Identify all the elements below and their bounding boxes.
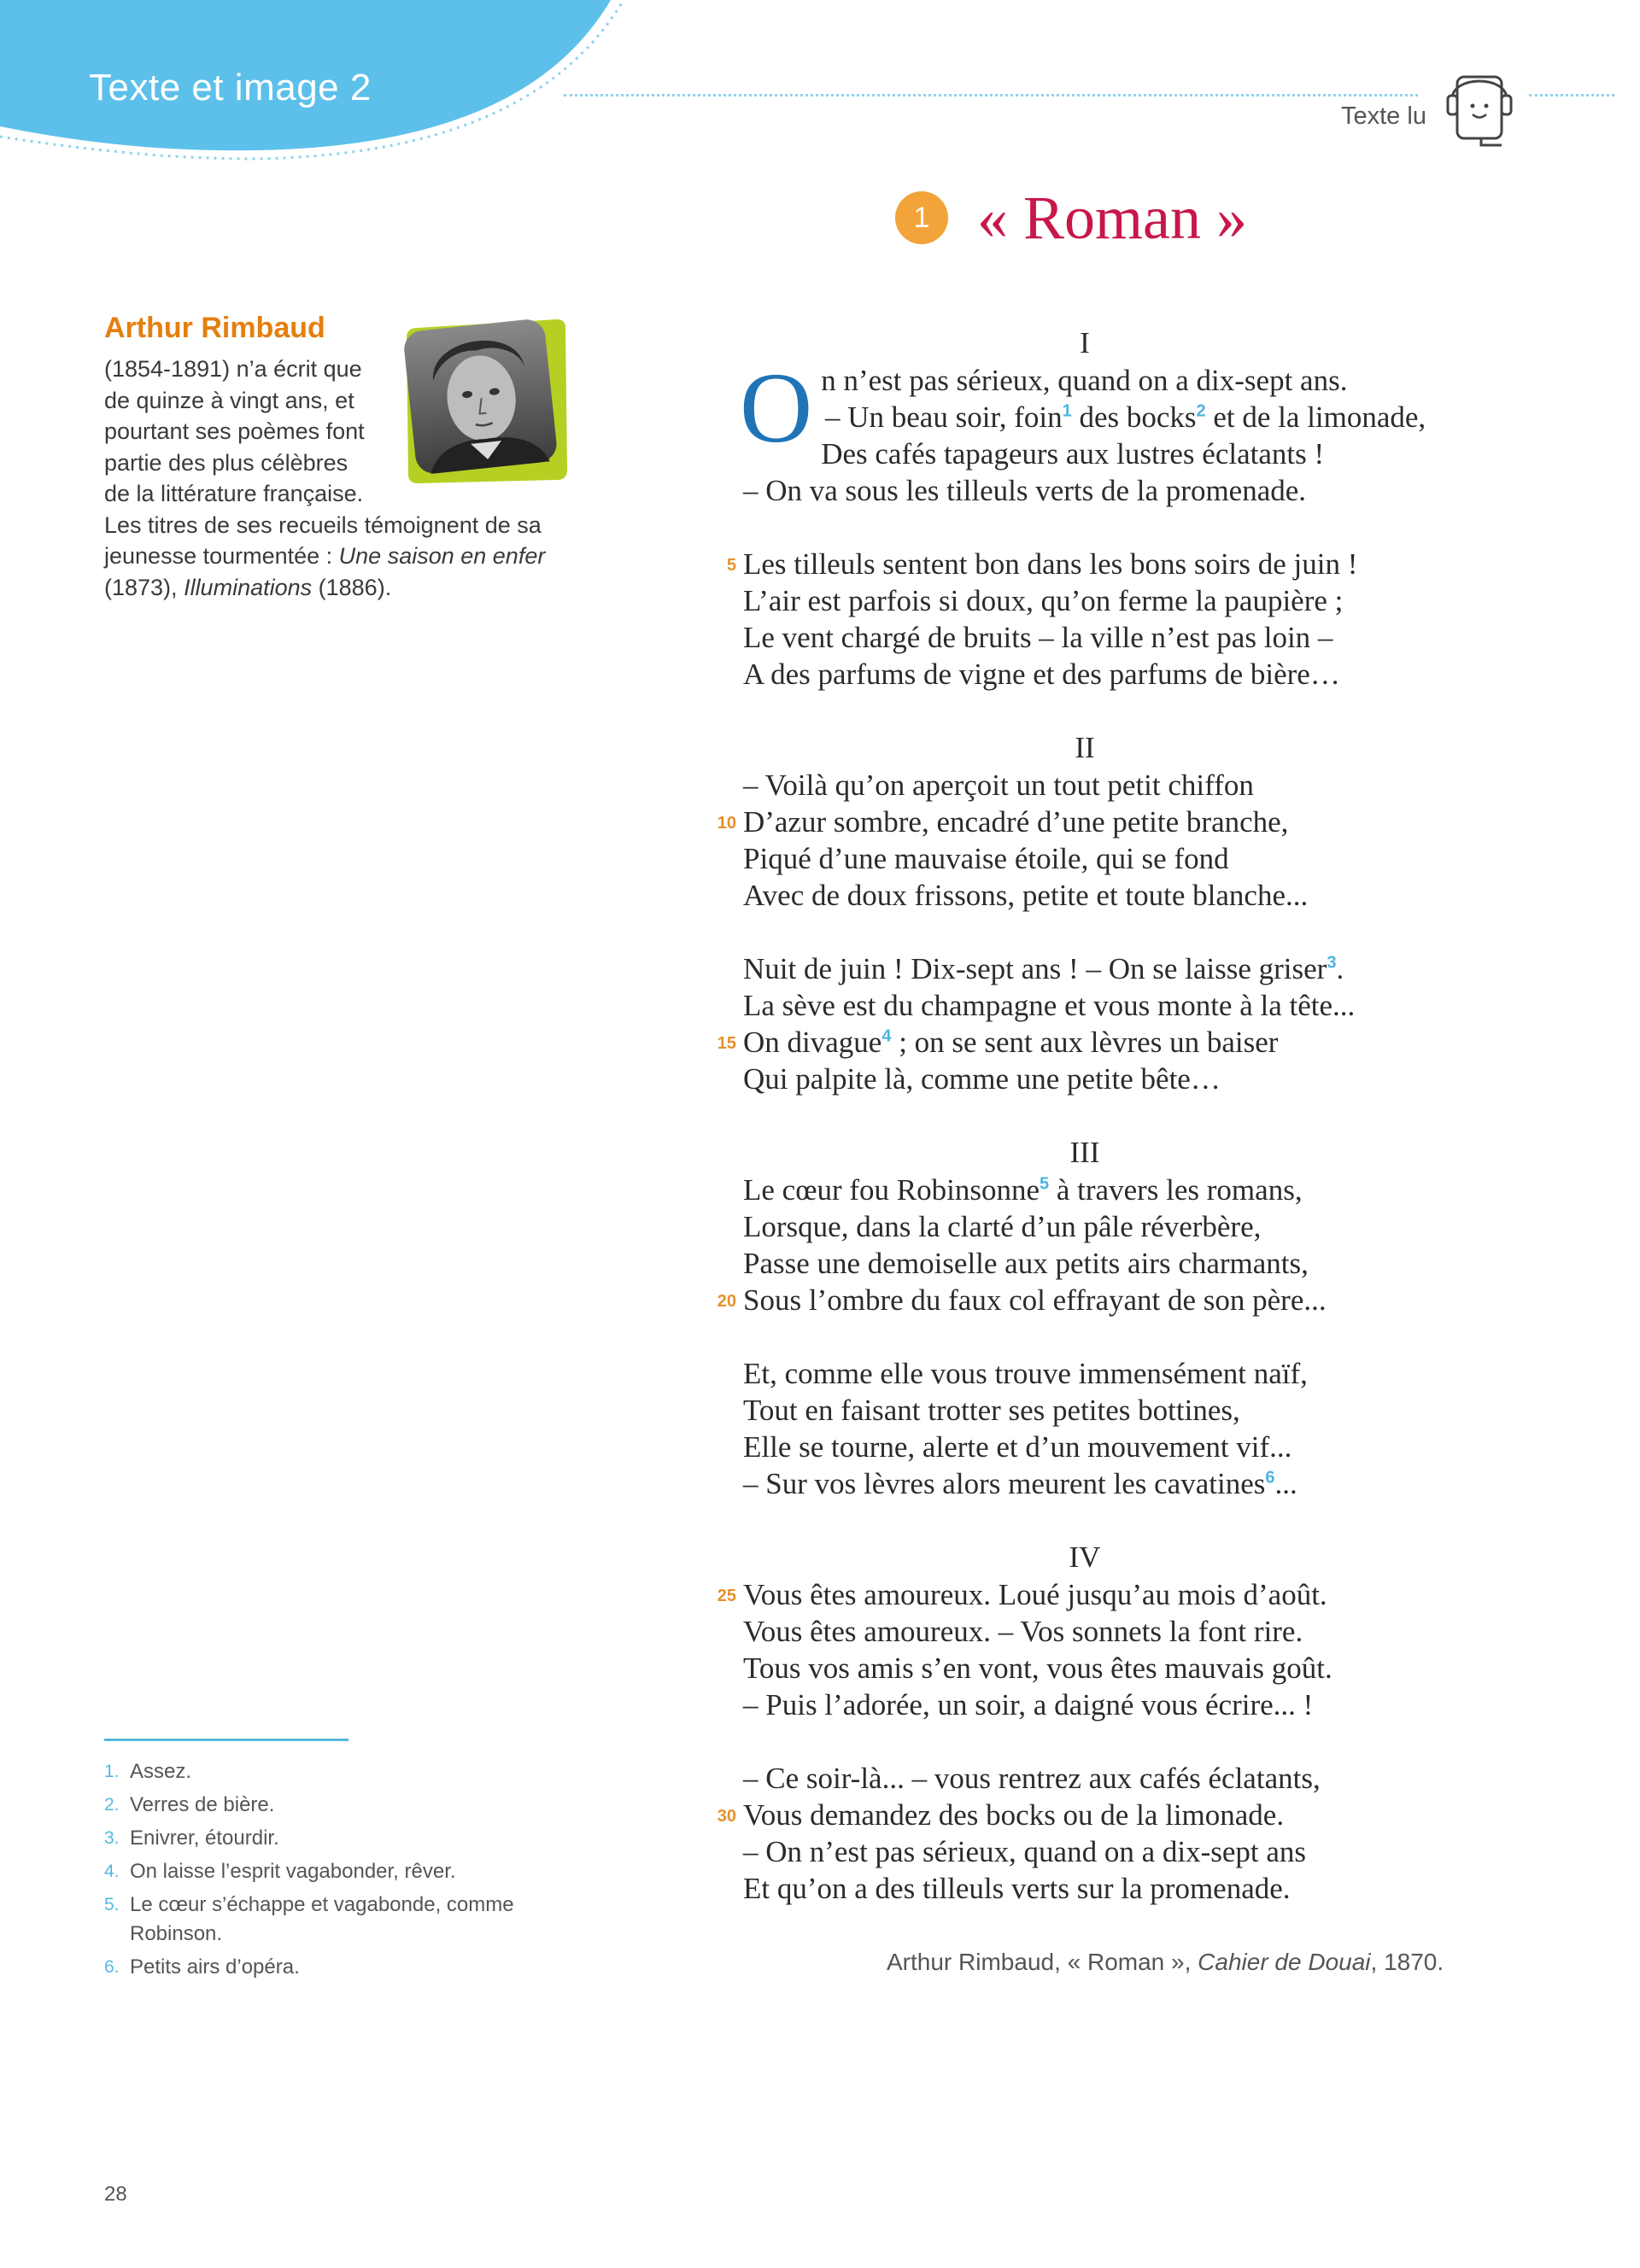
line-text: Vous demandez des bocks ou de la limonade. bbox=[743, 1798, 1285, 1832]
footnote-ref: 1 bbox=[1062, 401, 1072, 421]
footnote-number: 1. bbox=[104, 1762, 120, 1781]
footnote-text: Le cœur s’échappe et vagabonde, comme Robinson. bbox=[130, 1893, 514, 1945]
poem-line bbox=[743, 1061, 1512, 1097]
line-text: D’azur sombre, encadré d’une petite branche, bbox=[743, 805, 1289, 839]
bio-line: de quinze à vingt ans, et bbox=[104, 387, 354, 413]
stanza-gap bbox=[743, 509, 1512, 546]
line-text: des bocks bbox=[1071, 400, 1197, 434]
line-text: Tous vos amis s’en vont, vous êtes mauvais goût. bbox=[743, 1651, 1332, 1685]
poem-line bbox=[717, 804, 1512, 840]
footnote-ref: 6 bbox=[1265, 1468, 1275, 1488]
poem-line bbox=[717, 1282, 1512, 1318]
footnote-ref: 3 bbox=[1327, 953, 1337, 973]
poem-line bbox=[743, 1870, 1512, 1907]
poem-line bbox=[743, 582, 1512, 619]
footnote-item bbox=[104, 1953, 583, 1982]
bio-line: de la littérature française. bbox=[104, 481, 364, 506]
line-text: Les tilleuls sentent bon dans les bons soirs de juin ! bbox=[743, 547, 1358, 581]
line-text: – Puis l’adorée, un soir, a daigné vous écrire... ! bbox=[743, 1688, 1314, 1721]
footnote-text: Assez. bbox=[130, 1760, 192, 1783]
footnote-rule bbox=[104, 1739, 348, 1741]
line-text: – Voilà qu’on aperçoit un tout petit chiffon bbox=[743, 769, 1254, 802]
line-text: L’air est parfois si doux, qu’on ferme la paupière ; bbox=[743, 584, 1344, 617]
footnotes bbox=[104, 1757, 583, 1986]
footnote-item bbox=[104, 1757, 583, 1786]
stanza-gap bbox=[743, 1723, 1512, 1760]
footnote-text: Petits airs d’opéra. bbox=[130, 1955, 300, 1979]
stanza-gap bbox=[743, 1502, 1512, 1539]
poem-line bbox=[717, 1576, 1512, 1613]
line-text: Avec de doux frissons, petite et toute blanche... bbox=[743, 879, 1309, 912]
headphones-face-icon[interactable] bbox=[1444, 65, 1515, 147]
texte-lu-label: Texte lu bbox=[1341, 102, 1426, 130]
poem-line bbox=[743, 1208, 1512, 1245]
part-number: IV bbox=[1069, 1540, 1101, 1574]
line-number: 30 bbox=[717, 1807, 736, 1826]
poem-line bbox=[743, 1613, 1512, 1650]
bio-text: Les titres de ses recueils témoignent de sa jeunesse tourmentée : bbox=[104, 511, 542, 569]
part-number: III bbox=[1069, 1136, 1100, 1169]
line-text: Et qu’on a des tilleuls verts sur la promenade. bbox=[743, 1872, 1291, 1905]
line-text: Lorsque, dans la clarté d’un pâle réverbère, bbox=[743, 1210, 1262, 1243]
line-text: Le vent chargé de bruits – la ville n’est pas loin – bbox=[743, 621, 1333, 654]
source-year: , 1870. bbox=[1370, 1949, 1444, 1975]
poem-line bbox=[743, 877, 1512, 914]
poem-line bbox=[743, 1172, 1512, 1208]
stanza-gap bbox=[743, 693, 1512, 729]
footnote-ref: 5 bbox=[1040, 1174, 1050, 1194]
footnote-item bbox=[104, 1824, 583, 1853]
line-text: et de la limonade, bbox=[1205, 400, 1426, 434]
line-text: – Ce soir-là... – vous rentrez aux cafés éclatants, bbox=[743, 1762, 1321, 1795]
line-number: 25 bbox=[717, 1587, 736, 1605]
line-text: Piqué d’une mauvaise étoile, qui se fond bbox=[743, 842, 1229, 875]
poem-line bbox=[726, 546, 1512, 582]
line-text: n n’est pas sérieux, quand on a dix-sept ans. bbox=[821, 364, 1348, 397]
line-text: Qui palpite là, comme une petite bête… bbox=[743, 1062, 1221, 1096]
title-number-badge: 1 bbox=[895, 191, 948, 244]
footnote-ref: 2 bbox=[1196, 401, 1206, 421]
footnote-item bbox=[104, 1891, 583, 1949]
poem-line bbox=[743, 619, 1512, 656]
line-number: 15 bbox=[717, 1034, 736, 1053]
poem bbox=[717, 324, 1512, 1907]
poem-line bbox=[743, 1465, 1512, 1502]
poem-line bbox=[743, 656, 1512, 693]
stanza-gap bbox=[743, 914, 1512, 950]
header-dotted-rule bbox=[564, 94, 1418, 96]
line-text: A des parfums de vigne et des parfums de bière… bbox=[743, 658, 1340, 691]
line-text: à travers les romans, bbox=[1049, 1173, 1303, 1207]
line-text: – Un beau soir, foin bbox=[825, 400, 1063, 434]
line-text: Elle se tourne, alerte et d’un mouvement vif... bbox=[743, 1430, 1292, 1464]
poem-line bbox=[743, 767, 1512, 804]
line-text: Nuit de juin ! Dix-sept ans ! – On se laisse griser bbox=[743, 952, 1327, 985]
bio-line: partie des plus célèbres bbox=[104, 449, 348, 476]
line-text: . bbox=[1336, 952, 1344, 985]
poem-line bbox=[743, 1760, 1512, 1797]
footnote-number: 5. bbox=[104, 1895, 120, 1914]
poem-line bbox=[717, 1024, 1512, 1061]
bio-work-title: Illuminations bbox=[184, 574, 313, 600]
part-number: II bbox=[1075, 731, 1095, 764]
poem-line bbox=[743, 1833, 1512, 1870]
line-number: 10 bbox=[717, 814, 736, 833]
footnote-number: 4. bbox=[104, 1862, 120, 1881]
author-name: Arthur Rimbaud bbox=[104, 312, 325, 344]
bio-line: (1854-1891) n’a écrit que bbox=[104, 356, 362, 382]
line-text: La sève est du champagne et vous monte à la tête... bbox=[743, 989, 1356, 1022]
line-number: 5 bbox=[726, 556, 736, 575]
footnote-text: Enivrer, étourdir. bbox=[130, 1827, 279, 1850]
portrait-photo bbox=[398, 316, 569, 487]
poem-line bbox=[743, 1650, 1512, 1686]
stanza-gap bbox=[743, 1318, 1512, 1355]
poem-line bbox=[743, 1355, 1512, 1392]
poem-line bbox=[717, 1797, 1512, 1833]
part-number: I bbox=[1080, 326, 1090, 359]
line-text: Sous l’ombre du faux col effrayant de son père... bbox=[743, 1283, 1327, 1317]
footnote-item bbox=[104, 1791, 583, 1820]
bio-text: (1886). bbox=[312, 574, 392, 600]
poem-line bbox=[743, 472, 1512, 509]
line-text: Tout en faisant trotter ses petites bottines, bbox=[743, 1394, 1240, 1427]
line-text: Passe une demoiselle aux petits airs charmants, bbox=[743, 1247, 1309, 1280]
line-text: Des cafés tapageurs aux lustres éclatants ! bbox=[821, 437, 1325, 471]
footnote-text: On laisse l’esprit vagabonder, rêver. bbox=[130, 1860, 456, 1883]
bio-text: (1873), bbox=[104, 574, 184, 600]
poem-line bbox=[743, 950, 1512, 987]
poem-line bbox=[743, 1686, 1512, 1723]
dropcap: O bbox=[740, 352, 813, 464]
page-number: 28 bbox=[104, 2183, 127, 2206]
line-text: ... bbox=[1274, 1467, 1297, 1500]
line-text: – On va sous les tilleuls verts de la promenade. bbox=[743, 474, 1307, 507]
line-text: Vous êtes amoureux. Loué jusqu’au mois d’août. bbox=[743, 1578, 1327, 1611]
bio-line: pourtant ses poèmes font bbox=[104, 418, 365, 444]
bio-work-title: Une saison en enfer bbox=[338, 543, 546, 569]
line-text: ; on se sent aux lèvres un baiser bbox=[891, 1026, 1279, 1059]
line-text: Vous êtes amoureux. – Vos sonnets la font rire. bbox=[743, 1615, 1303, 1648]
footnote-number: 3. bbox=[104, 1828, 120, 1848]
header-dotted-rule-right bbox=[1529, 94, 1614, 96]
stanza-gap bbox=[743, 1097, 1512, 1134]
line-text: Et, comme elle vous trouve immensément naïf, bbox=[743, 1357, 1308, 1390]
line-number: 20 bbox=[717, 1292, 736, 1311]
line-text: – Sur vos lèvres alors meurent les cavatines bbox=[743, 1467, 1266, 1500]
poem-title: « Roman » bbox=[977, 184, 1247, 252]
footnote-item bbox=[104, 1857, 583, 1886]
line-text: – On n’est pas sérieux, quand on a dix-sept ans bbox=[743, 1835, 1307, 1868]
footnote-number: 2. bbox=[104, 1795, 120, 1815]
poem-source bbox=[887, 1949, 1444, 1976]
poem-line bbox=[743, 399, 1512, 435]
poem-line bbox=[743, 1245, 1512, 1282]
line-text: Le cœur fou Robinsonne bbox=[743, 1173, 1040, 1207]
poem-line bbox=[743, 987, 1512, 1024]
poem-line bbox=[743, 1392, 1512, 1429]
footnote-ref: 4 bbox=[882, 1026, 892, 1046]
footnote-text: Verres de bière. bbox=[130, 1793, 275, 1816]
source-book: Cahier de Douai bbox=[1198, 1949, 1371, 1975]
source-author: Arthur Rimbaud, « Roman », bbox=[887, 1949, 1198, 1975]
line-text: On divague bbox=[743, 1026, 882, 1059]
footnote-number: 6. bbox=[104, 1957, 120, 1977]
poem-line bbox=[743, 1429, 1512, 1465]
section-title: Texte et image 2 bbox=[89, 67, 372, 108]
poem-line bbox=[743, 435, 1512, 472]
poem-line bbox=[743, 840, 1512, 877]
